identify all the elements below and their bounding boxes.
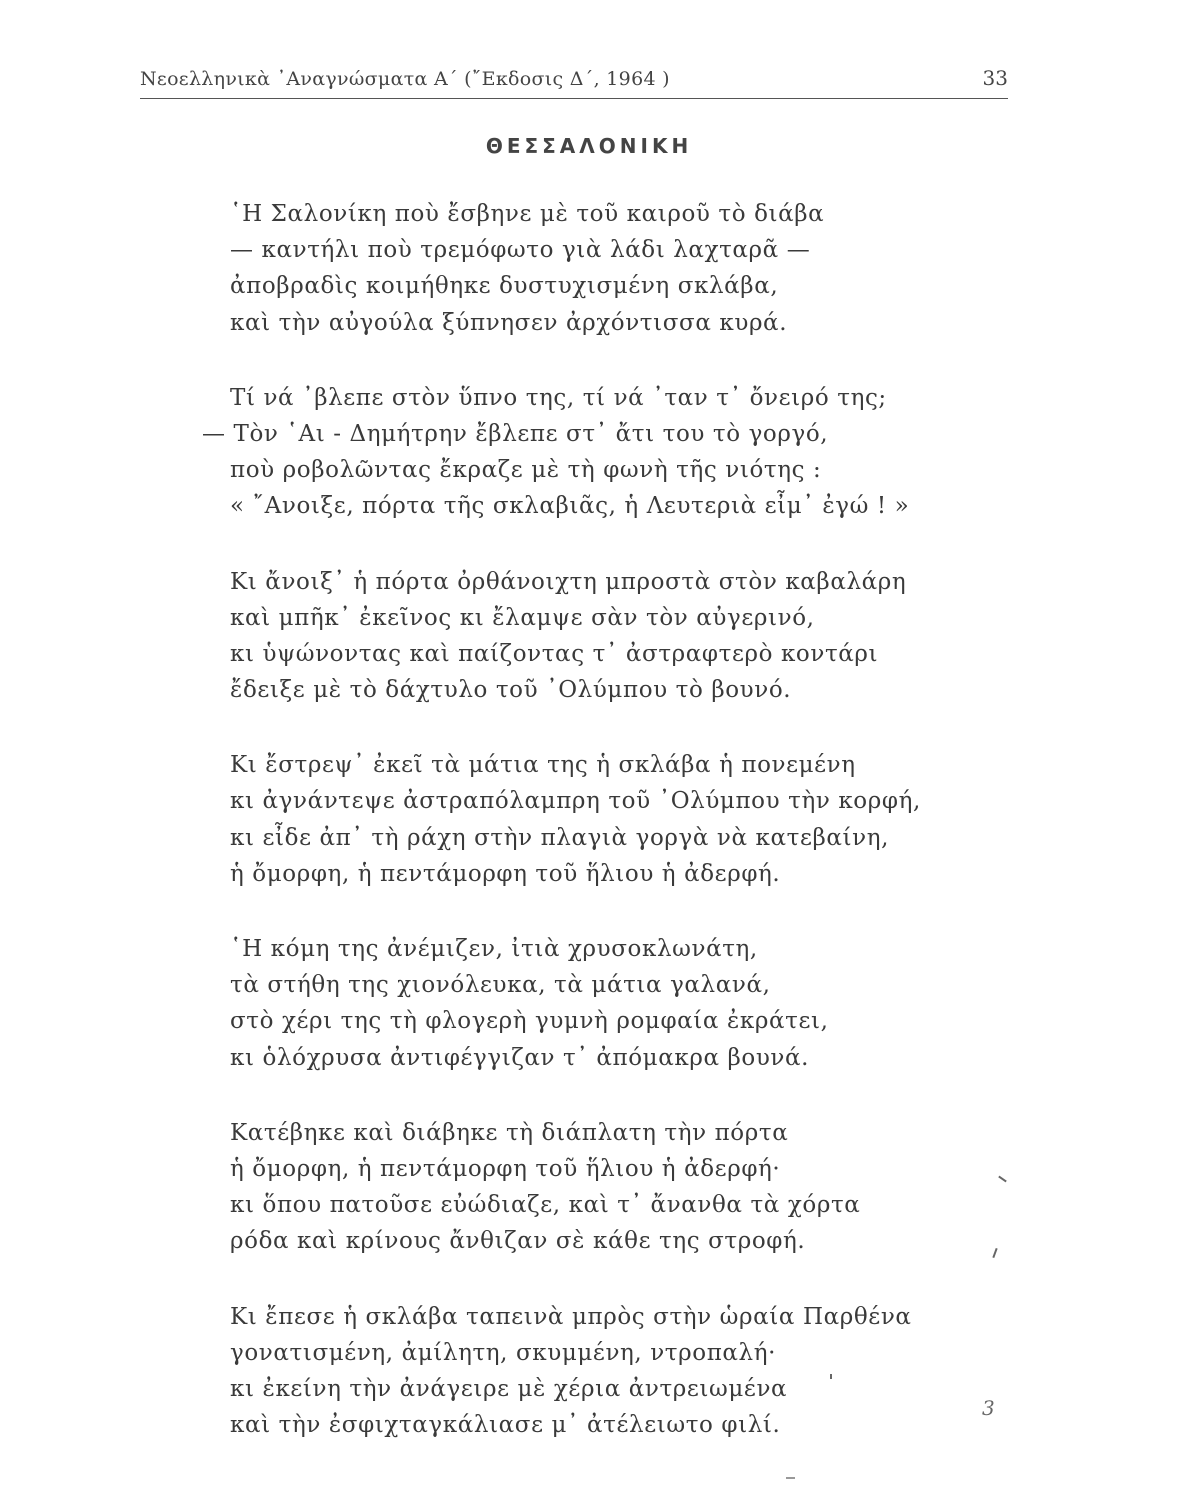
poem-line: ποὺ ροβολῶντας ἔκραζε μὲ τὴ φωνὴ τῆς νιότης : [230, 457, 822, 484]
stanza [230, 564, 990, 709]
poem-line: Κι ἔστρεψ᾿ ἐκεῖ τὰ μάτια της ἡ σκλάβα ἡ πονεμένη [230, 752, 856, 779]
poem-title: ΘΕΣΣΑΛΟΝΙΚΗ [485, 134, 693, 158]
scan-speck [998, 1176, 1007, 1183]
poem-line: Τί νά ᾿βλεπε στὸν ὕπνο της, τί νά ᾿ταν τ᾿ ὄνειρό της; [230, 384, 887, 411]
poem-line: ἔδειξε μὲ τὸ δάχτυλο τοῦ ᾿Ολύμπου τὸ βουνό. [230, 677, 792, 704]
poem-line: κι εἶδε ἀπ᾿ τὴ ράχη στὴν πλαγιὰ γοργὰ νὰ κατεβαίνη, [230, 824, 889, 851]
poem-line: κι ὅπου πατοῦσε εὐώδιαζε, καὶ τ᾿ ἄνανθα τὰ χόρτα [230, 1192, 861, 1219]
poem-line: κι ἀγνάντεψε ἀστραπόλαμπρη τοῦ ᾿Ολύμπου τὴν κορφή, [230, 788, 921, 815]
poem-line: κι ὑψώνοντας καὶ παίζοντας τ᾿ ἀστραφτερὸ κοντάρι [230, 640, 879, 667]
scan-speck [830, 1374, 832, 1379]
page-header [140, 62, 1008, 98]
scan-speck [786, 1477, 795, 1479]
poem-line: καὶ μπῆκ᾿ ἐκεῖνος κι ἔλαμψε σὰν τὸν αὐγερινό, [230, 604, 815, 631]
poem-body [202, 196, 990, 1482]
poem-line: ῾Η Σαλονίκη ποὺ ἔσβηνε μὲ τοῦ καιροῦ τὸ διάβα [230, 201, 825, 227]
stanza [230, 1115, 990, 1260]
poem-line: Κατέβηκε καὶ διάβηκε τὴ διάπλατη τὴν πόρτα [230, 1119, 789, 1146]
stanza [230, 747, 990, 892]
stanza [230, 196, 990, 341]
poem-line: — καντήλι ποὺ τρεμόφωτο γιὰ λάδι λαχταρᾶ — [230, 237, 811, 264]
stanza [230, 931, 990, 1076]
poem-line: ἀποβραδὶς κοιμήθηκε δυστυχισμένη σκλάβα, [230, 273, 779, 300]
poem-line: Κι ἄνοιξ᾿ ἡ πόρτα ὀρθάνοιχτη μπροστὰ στὸν καβαλάρη [230, 568, 907, 595]
poem-line: καὶ τὴν αὐγούλα ξύπνησεν ἀρχόντισσα κυρά. [230, 309, 788, 336]
poem-line: ἡ ὄμορφη, ἡ πεντάμορφη τοῦ ἥλιου ἡ ἀδερφή· [230, 1155, 781, 1182]
page-number: 33 [982, 66, 1008, 90]
stanza [230, 1299, 990, 1444]
poem-line: ῾Η κόμη της ἀνέμιζεν, ἰτιὰ χρυσοκλωνάτη, [230, 936, 758, 962]
scan-speck [992, 1248, 997, 1258]
header-rule [140, 98, 1008, 99]
running-title: Νεοελληνικὰ ᾿Αναγνώσματα Α΄ (῎Εκδοσις Δ΄, 1964 ) [140, 68, 670, 90]
poem-line: τὰ στήθη της χιονόλευκα, τὰ μάτια γαλανά, [230, 972, 771, 999]
poem-line: στὸ χέρι της τὴ φλογερὴ γυμνὴ ρομφαία ἐκράτει, [230, 1008, 829, 1035]
poem-line: « ῎Ανοιξε, πόρτα τῆς σκλαβιᾶς, ἡ Λευτεριὰ εἶμ᾿ ἐγώ ! » [230, 493, 910, 520]
poem-line: γονατισμένη, ἀμίλητη, σκυμμένη, ντροπαλή· [230, 1339, 777, 1366]
poem-line: Κι ἔπεσε ἡ σκλάβα ταπεινὰ μπρὸς στὴν ὡραία Παρθένα [230, 1303, 912, 1330]
poem-line: ἡ ὄμορφη, ἡ πεντάμορφη τοῦ ἥλιου ἡ ἀδερφή. [230, 860, 781, 887]
poem-line: κι ὁλόχρυσα ἀντιφέγγιζαν τ᾿ ἀπόμακρα βουνά. [230, 1044, 810, 1071]
poem-line: ρόδα καὶ κρίνους ἄνθιζαν σὲ κάθε της στροφή. [230, 1228, 806, 1255]
poem-line: — Τὸν ῾Αι - Δημήτρην ἔβλεπε στ᾿ ἄτι του τὸ γοργό, [202, 420, 829, 447]
poem-line: κι ἐκείνη τὴν ἀνάγειρε μὲ χέρια ἀντρειωμένα [230, 1375, 788, 1402]
footer-mark: 3 [982, 1396, 995, 1420]
stanza [202, 380, 990, 525]
poem-line: καὶ τὴν ἐσφιχταγκάλιασε μ᾿ ἀτέλειωτο φιλί. [230, 1412, 781, 1439]
